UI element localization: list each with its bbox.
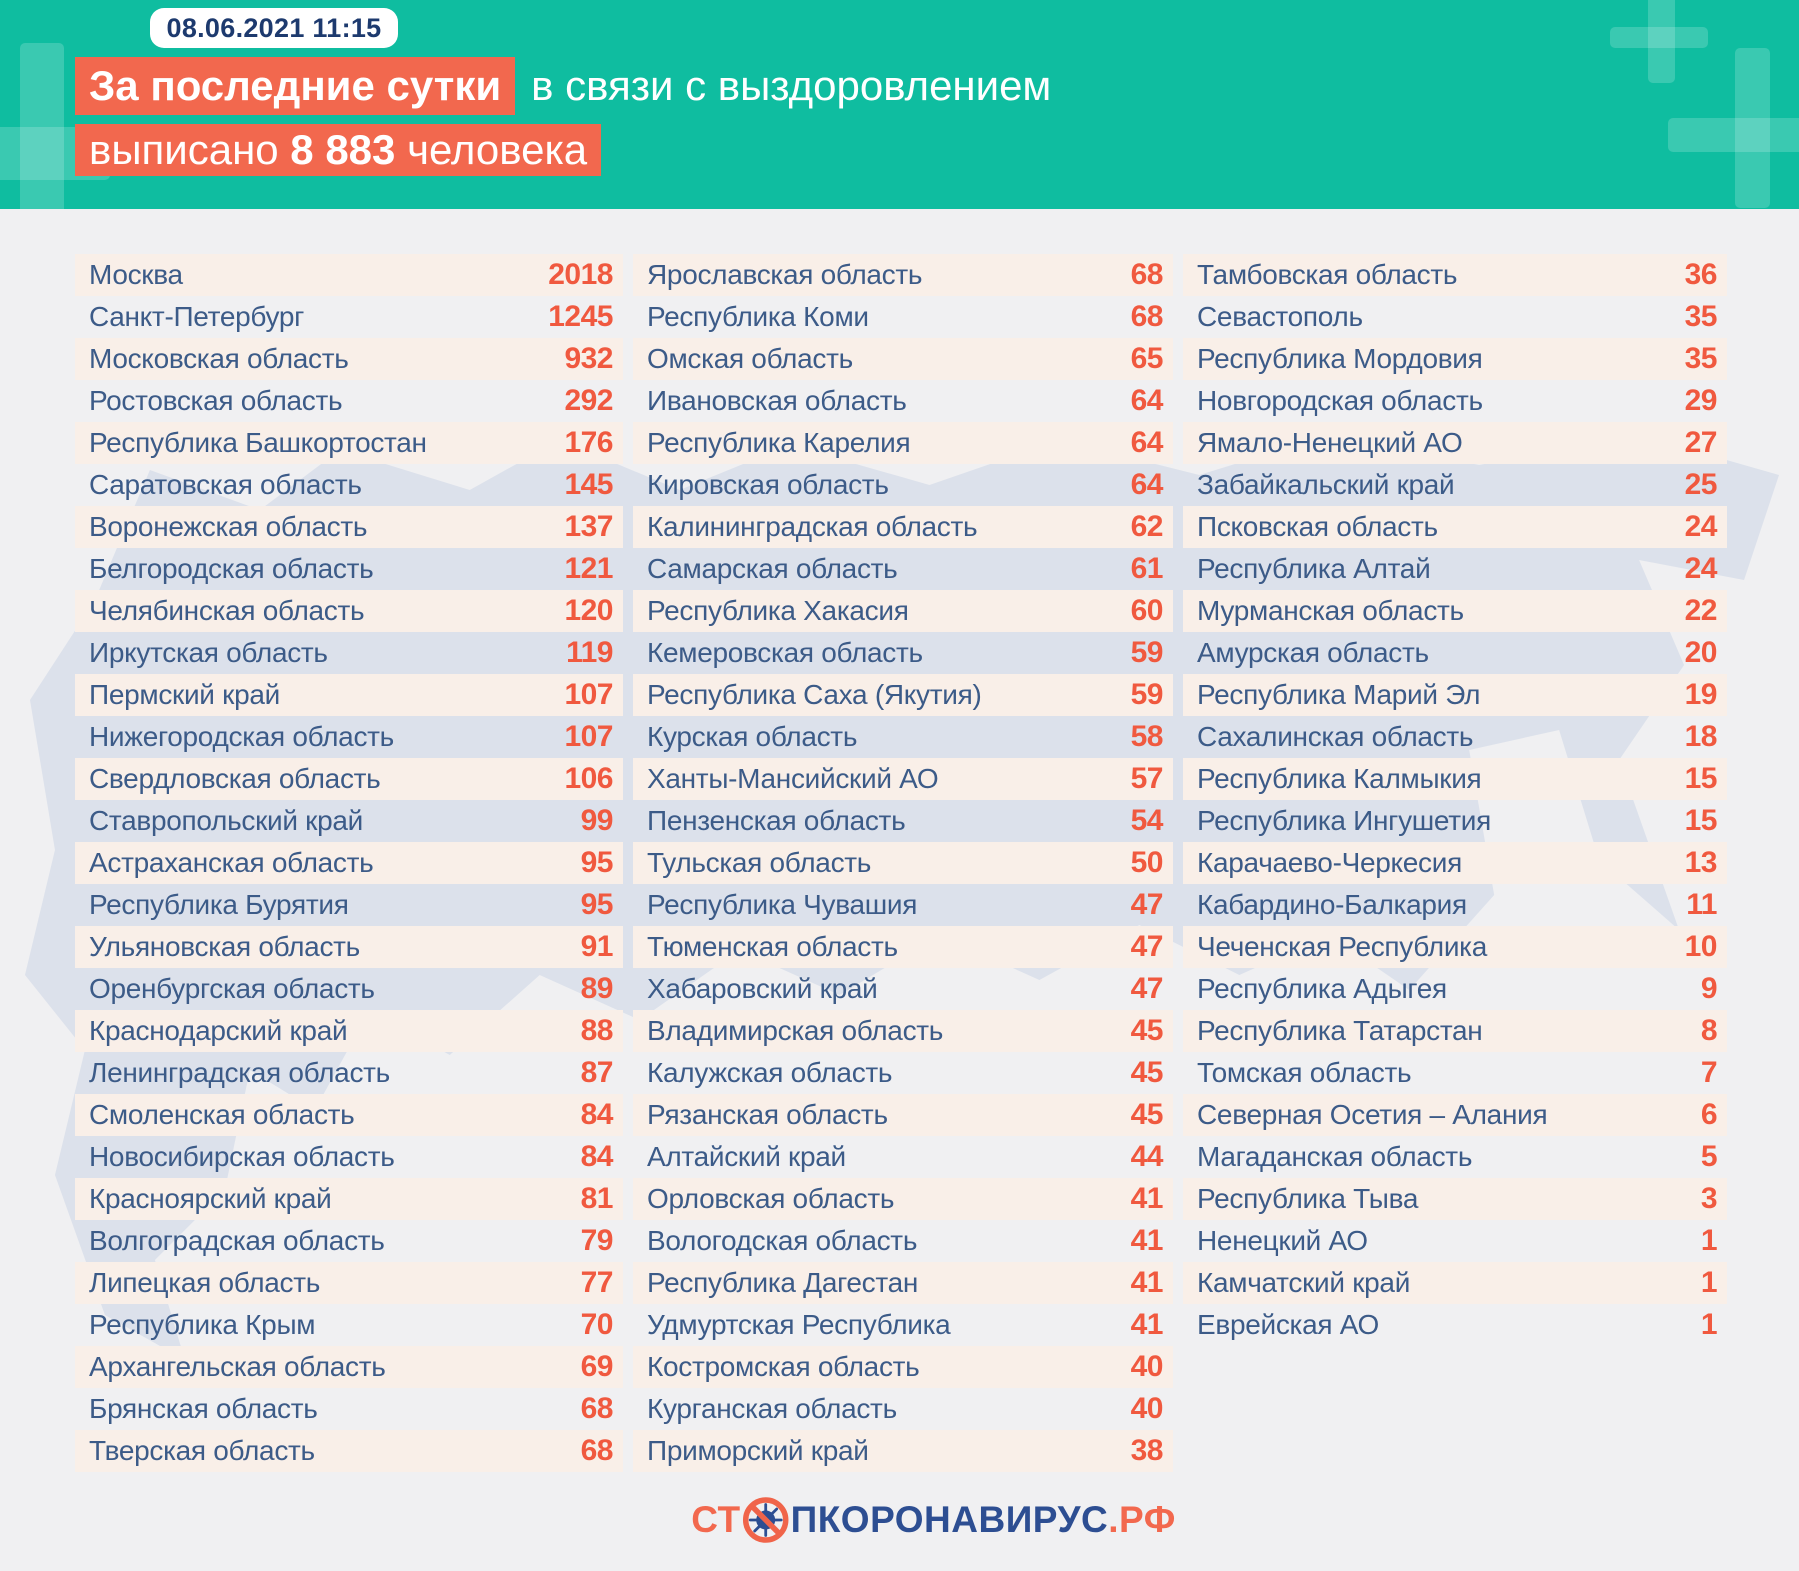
region-count: 107 xyxy=(564,720,613,753)
region-name: Республика Ингушетия xyxy=(1197,805,1492,836)
region-name: Республика Саха (Якутия) xyxy=(647,679,982,710)
region-name: Карачаево-Черкесия xyxy=(1197,847,1462,878)
region-row xyxy=(75,716,623,758)
region-name: Республика Коми xyxy=(647,301,869,332)
region-name: Забайкальский край xyxy=(1197,469,1455,500)
region-count: 145 xyxy=(564,468,613,501)
region-count: 64 xyxy=(1130,426,1163,459)
region-row xyxy=(633,1136,1173,1178)
region-count: 10 xyxy=(1684,930,1717,963)
region-name: Омская область xyxy=(647,343,853,374)
region-count: 35 xyxy=(1684,300,1717,333)
region-count: 84 xyxy=(580,1140,613,1173)
region-row xyxy=(75,1304,623,1346)
region-name: Алтайский край xyxy=(647,1141,846,1172)
region-name: Северная Осетия – Алания xyxy=(1197,1099,1548,1130)
region-row xyxy=(75,338,623,380)
region-row xyxy=(75,1220,623,1262)
region-count: 2018 xyxy=(548,258,613,291)
region-name: Пензенская область xyxy=(647,805,906,836)
region-row xyxy=(75,464,623,506)
region-count: 106 xyxy=(564,762,613,795)
region-name: Нижегородская область xyxy=(89,721,394,752)
region-name: Свердловская область xyxy=(89,763,381,794)
region-name: Ненецкий АО xyxy=(1197,1225,1368,1256)
region-count: 59 xyxy=(1130,636,1163,669)
region-row xyxy=(1183,548,1727,590)
region-row xyxy=(75,1094,623,1136)
region-name: Республика Чувашия xyxy=(647,889,918,920)
region-count: 29 xyxy=(1684,384,1717,417)
region-row xyxy=(1183,380,1727,422)
region-row xyxy=(633,758,1173,800)
region-row xyxy=(75,800,623,842)
region-name: Амурская область xyxy=(1197,637,1429,668)
region-row xyxy=(633,506,1173,548)
region-name: Липецкая область xyxy=(89,1267,321,1298)
region-name: Магаданская область xyxy=(1197,1141,1473,1172)
region-count: 65 xyxy=(1130,342,1163,375)
logo-prefix: СТ xyxy=(691,1499,741,1540)
region-count: 27 xyxy=(1684,426,1717,459)
region-row xyxy=(633,884,1173,926)
region-row xyxy=(1183,884,1727,926)
region-row xyxy=(633,968,1173,1010)
region-name: Республика Крым xyxy=(89,1309,316,1340)
region-name: Саратовская область xyxy=(89,469,362,500)
region-name: Иркутская область xyxy=(89,637,328,668)
region-row xyxy=(75,548,623,590)
region-name: Ленинградская область xyxy=(89,1057,390,1088)
region-count: 25 xyxy=(1684,468,1717,501)
region-count: 95 xyxy=(580,888,613,921)
no-virus-icon xyxy=(742,1496,790,1544)
region-row xyxy=(75,968,623,1010)
region-count: 18 xyxy=(1684,720,1717,753)
region-row xyxy=(1183,1010,1727,1052)
region-count: 59 xyxy=(1130,678,1163,711)
region-count: 61 xyxy=(1130,552,1163,585)
date-badge: 08.06.2021 11:15 xyxy=(150,8,398,48)
region-name: Кемеровская область xyxy=(647,637,923,668)
discharged-total: 8 883 xyxy=(290,126,396,173)
region-count: 7 xyxy=(1700,1056,1717,1089)
region-name: Красноярский край xyxy=(89,1183,332,1214)
region-row xyxy=(633,800,1173,842)
region-row xyxy=(1183,800,1727,842)
region-row xyxy=(75,1010,623,1052)
region-count: 107 xyxy=(564,678,613,711)
region-row xyxy=(633,254,1173,296)
region-row xyxy=(75,296,623,338)
headline-rest: в связи с выздоровлением xyxy=(531,62,1052,109)
region-row xyxy=(633,1346,1173,1388)
region-name: Новосибирская область xyxy=(89,1141,395,1172)
region-count: 88 xyxy=(580,1014,613,1047)
region-count: 5 xyxy=(1700,1140,1717,1173)
region-column-3 xyxy=(1183,254,1727,1346)
region-row xyxy=(75,380,623,422)
region-row xyxy=(1183,1220,1727,1262)
region-row xyxy=(633,1304,1173,1346)
region-row xyxy=(633,842,1173,884)
region-count: 50 xyxy=(1130,846,1163,879)
region-count: 9 xyxy=(1700,972,1717,1005)
region-name: Камчатский край xyxy=(1197,1267,1411,1298)
region-count: 58 xyxy=(1130,720,1163,753)
region-name: Самарская область xyxy=(647,553,898,584)
region-name: Удмуртская Республика xyxy=(647,1309,951,1340)
region-count: 119 xyxy=(566,636,613,669)
region-name: Республика Мордовия xyxy=(1197,343,1483,374)
region-name: Курская область xyxy=(647,721,858,752)
region-count: 22 xyxy=(1684,594,1717,627)
region-count: 79 xyxy=(580,1224,613,1257)
region-count: 176 xyxy=(564,426,613,459)
region-name: Вологодская область xyxy=(647,1225,918,1256)
region-count: 120 xyxy=(564,594,613,627)
region-name: Приморский край xyxy=(647,1435,869,1466)
region-count: 137 xyxy=(564,510,613,543)
region-name: Кировская область xyxy=(647,469,889,500)
region-name: Ростовская область xyxy=(89,385,343,416)
region-count: 68 xyxy=(580,1434,613,1467)
region-row xyxy=(1183,842,1727,884)
region-name: Тверская область xyxy=(89,1435,315,1466)
region-count: 54 xyxy=(1130,804,1163,837)
region-count: 292 xyxy=(564,384,613,417)
region-count: 47 xyxy=(1130,930,1163,963)
headline-suffix: человека xyxy=(395,126,588,173)
region-count: 35 xyxy=(1684,342,1717,375)
region-count: 20 xyxy=(1684,636,1717,669)
region-row xyxy=(1183,464,1727,506)
region-name: Томская область xyxy=(1197,1057,1412,1088)
region-row xyxy=(1183,968,1727,1010)
region-name: Оренбургская область xyxy=(89,973,375,1004)
region-name: Тульская область xyxy=(647,847,872,878)
region-count: 38 xyxy=(1130,1434,1163,1467)
region-row xyxy=(75,590,623,632)
region-row xyxy=(1183,632,1727,674)
region-count: 8 xyxy=(1700,1014,1717,1047)
region-row xyxy=(1183,338,1727,380)
logo-middle: ПКОРОНАВИРУС xyxy=(790,1499,1109,1540)
region-column-2 xyxy=(633,254,1173,1472)
region-name: Мурманская область xyxy=(1197,595,1464,626)
region-name: Ставропольский край xyxy=(89,805,364,836)
region-column-1 xyxy=(75,254,623,1472)
region-name: Владимирская область xyxy=(647,1015,944,1046)
region-row xyxy=(1183,1136,1727,1178)
region-name: Пермский край xyxy=(89,679,280,710)
region-count: 1245 xyxy=(548,300,613,333)
region-count: 84 xyxy=(580,1098,613,1131)
region-row xyxy=(633,590,1173,632)
region-row xyxy=(1183,254,1727,296)
region-count: 1 xyxy=(1700,1266,1717,1299)
plus-icon xyxy=(1668,48,1799,208)
region-row xyxy=(75,1346,623,1388)
region-row xyxy=(75,1178,623,1220)
region-row xyxy=(633,716,1173,758)
region-name: Тюменская область xyxy=(647,931,898,962)
region-count: 57 xyxy=(1130,762,1163,795)
region-count: 121 xyxy=(564,552,613,585)
region-count: 11 xyxy=(1686,888,1717,921)
region-name: Республика Хакасия xyxy=(647,595,909,626)
region-row xyxy=(75,1136,623,1178)
region-name: Тамбовская область xyxy=(1197,259,1458,290)
logo-suffix: .РФ xyxy=(1108,1499,1176,1540)
region-row xyxy=(1183,674,1727,716)
region-name: Чеченская Республика xyxy=(1197,931,1487,962)
region-count: 19 xyxy=(1684,678,1717,711)
region-name: Москва xyxy=(89,259,183,290)
region-row xyxy=(1183,716,1727,758)
region-name: Курганская область xyxy=(647,1393,897,1424)
region-count: 41 xyxy=(1130,1224,1163,1257)
region-name: Архангельская область xyxy=(89,1351,386,1382)
region-row xyxy=(633,422,1173,464)
region-row xyxy=(1183,296,1727,338)
region-row xyxy=(1183,1262,1727,1304)
region-row xyxy=(75,884,623,926)
region-count: 47 xyxy=(1130,888,1163,921)
region-count: 68 xyxy=(580,1392,613,1425)
region-name: Волгоградская область xyxy=(89,1225,385,1256)
region-row xyxy=(75,254,623,296)
region-row xyxy=(1183,1094,1727,1136)
region-row xyxy=(633,1010,1173,1052)
region-name: Калининградская область xyxy=(647,511,978,542)
region-name: Хабаровский край xyxy=(647,973,878,1004)
region-name: Республика Татарстан xyxy=(1197,1015,1483,1046)
region-row xyxy=(633,1178,1173,1220)
region-count: 64 xyxy=(1130,384,1163,417)
stopcoronavirus-logo xyxy=(691,1496,1176,1544)
region-name: Рязанская область xyxy=(647,1099,888,1130)
region-count: 64 xyxy=(1130,468,1163,501)
region-name: Республика Марий Эл xyxy=(1197,679,1481,710)
region-row xyxy=(75,926,623,968)
region-row xyxy=(633,1430,1173,1472)
region-name: Республика Алтай xyxy=(1197,553,1431,584)
region-row xyxy=(633,338,1173,380)
region-count: 91 xyxy=(580,930,613,963)
region-row xyxy=(1183,1052,1727,1094)
region-count: 40 xyxy=(1130,1392,1163,1425)
region-count: 45 xyxy=(1130,1056,1163,1089)
region-count: 24 xyxy=(1684,552,1717,585)
region-count: 1 xyxy=(1700,1224,1717,1257)
region-name: Ханты-Мансийский АО xyxy=(647,763,939,794)
region-row xyxy=(633,1094,1173,1136)
region-row xyxy=(1183,506,1727,548)
region-name: Санкт-Петербург xyxy=(89,301,305,332)
region-name: Смоленская область xyxy=(89,1099,355,1130)
region-count: 60 xyxy=(1130,594,1163,627)
region-name: Республика Карелия xyxy=(647,427,911,458)
region-row xyxy=(633,548,1173,590)
region-row xyxy=(75,506,623,548)
region-count: 87 xyxy=(580,1056,613,1089)
region-count: 13 xyxy=(1684,846,1717,879)
header-banner xyxy=(0,0,1799,209)
region-count: 81 xyxy=(580,1182,613,1215)
region-row xyxy=(1183,1304,1727,1346)
region-count: 95 xyxy=(580,846,613,879)
region-count: 41 xyxy=(1130,1266,1163,1299)
region-row xyxy=(75,632,623,674)
region-row xyxy=(1183,1178,1727,1220)
region-count: 77 xyxy=(580,1266,613,1299)
region-count: 62 xyxy=(1130,510,1163,543)
region-name: Новгородская область xyxy=(1197,385,1483,416)
region-count: 45 xyxy=(1130,1014,1163,1047)
region-count: 69 xyxy=(580,1350,613,1383)
region-row xyxy=(633,674,1173,716)
region-name: Ямало-Ненецкий АО xyxy=(1197,427,1463,458)
region-name: Орловская область xyxy=(647,1183,895,1214)
region-count: 24 xyxy=(1684,510,1717,543)
region-count: 68 xyxy=(1130,258,1163,291)
region-name: Ярославская область xyxy=(647,259,923,290)
region-count: 99 xyxy=(580,804,613,837)
headline-line2 xyxy=(75,124,601,176)
region-name: Краснодарский край xyxy=(89,1015,348,1046)
region-count: 932 xyxy=(564,342,613,375)
headline-highlight: За последние сутки xyxy=(75,57,515,115)
headline-line1 xyxy=(75,57,1051,115)
region-row xyxy=(633,1052,1173,1094)
region-row xyxy=(633,632,1173,674)
region-count: 47 xyxy=(1130,972,1163,1005)
region-name: Республика Дагестан xyxy=(647,1267,919,1298)
region-row xyxy=(75,1262,623,1304)
region-name: Белгородская область xyxy=(89,553,374,584)
region-count: 44 xyxy=(1130,1140,1163,1173)
region-count: 3 xyxy=(1700,1182,1717,1215)
region-count: 70 xyxy=(580,1308,613,1341)
region-row xyxy=(1183,758,1727,800)
region-count: 40 xyxy=(1130,1350,1163,1383)
headline-prefix: выписано xyxy=(89,126,291,173)
region-count: 89 xyxy=(580,972,613,1005)
region-row xyxy=(1183,590,1727,632)
region-name: Псковская область xyxy=(1197,511,1438,542)
region-row xyxy=(75,1388,623,1430)
region-name: Еврейская АО xyxy=(1197,1309,1379,1340)
region-name: Республика Тыва xyxy=(1197,1183,1419,1214)
region-count: 41 xyxy=(1130,1182,1163,1215)
region-row xyxy=(1183,422,1727,464)
region-count: 15 xyxy=(1684,804,1717,837)
region-row xyxy=(75,674,623,716)
region-count: 41 xyxy=(1130,1308,1163,1341)
region-name: Брянская область xyxy=(89,1393,318,1424)
region-name: Республика Адыгея xyxy=(1197,973,1447,1004)
region-count: 36 xyxy=(1684,258,1717,291)
region-count: 1 xyxy=(1700,1308,1717,1341)
region-name: Ульяновская область xyxy=(89,931,360,962)
region-row xyxy=(75,1430,623,1472)
region-count: 45 xyxy=(1130,1098,1163,1131)
region-name: Республика Бурятия xyxy=(89,889,349,920)
region-name: Костромская область xyxy=(647,1351,920,1382)
region-row xyxy=(633,464,1173,506)
region-name: Челябинская область xyxy=(89,595,365,626)
region-row xyxy=(633,1262,1173,1304)
region-row xyxy=(633,926,1173,968)
region-count: 15 xyxy=(1684,762,1717,795)
region-name: Воронежская область xyxy=(89,511,368,542)
region-name: Кабардино-Балкария xyxy=(1197,889,1467,920)
region-name: Астраханская область xyxy=(89,847,374,878)
region-name: Калужская область xyxy=(647,1057,893,1088)
region-row xyxy=(633,1388,1173,1430)
region-row xyxy=(633,1220,1173,1262)
region-row xyxy=(75,842,623,884)
region-row xyxy=(75,1052,623,1094)
region-row xyxy=(1183,926,1727,968)
region-name: Сахалинская область xyxy=(1197,721,1474,752)
region-name: Республика Калмыкия xyxy=(1197,763,1482,794)
region-row xyxy=(633,296,1173,338)
region-name: Ивановская область xyxy=(647,385,907,416)
region-row xyxy=(75,422,623,464)
region-name: Республика Башкортостан xyxy=(89,427,427,458)
region-count: 68 xyxy=(1130,300,1163,333)
region-name: Московская область xyxy=(89,343,349,374)
region-count: 6 xyxy=(1700,1098,1717,1131)
region-name: Севастополь xyxy=(1197,301,1363,332)
region-row xyxy=(75,758,623,800)
region-row xyxy=(633,380,1173,422)
